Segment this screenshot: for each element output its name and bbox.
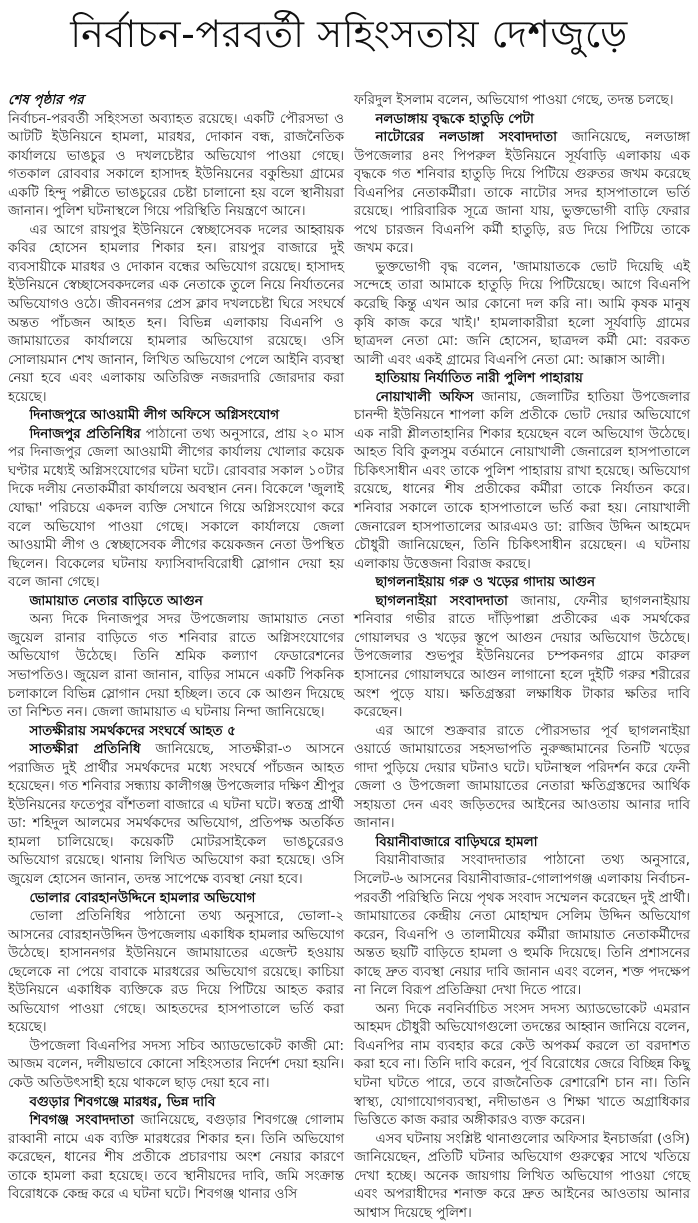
paragraph-text: অন্য দিকে নবনির্বাচিত সংসদ সদস্য অ্যাডভোকেট এমরান আহমদ চৌধুরী অভিযোগগুলো তদন্তের আহ্বান জানিয়ে বলেন, বিএনপির নাম ব্যবহার করে কেউ অপকর্ম করলে তা বরদাশত করা হবে না। তিনি দাবি করেন, পূর্ব বিরোধের জেরে বিচ্ছিন্ন কিছু ঘটনা ঘটতে পারে, তবে রাজনৈতিক রেশারেশি চান না। তিনি স্বাস্থ্য, যোগাযোগব্যবস্থা, নদীভাঙন ও শিক্ষা খাতে অগ্রাধিকার ভিত্তিতে কাজ করার অঙ্গীকারও ব্যক্ত করেন। <box>354 1001 690 1129</box>
paragraph <box>8 426 344 593</box>
paragraph <box>8 908 344 1038</box>
section-subheading: বিয়ানীবাজারে বাড়িঘরে হামলা <box>375 834 538 850</box>
column-right <box>354 92 690 1223</box>
paragraph-text: এসব ঘটনায় সংশ্লিষ্ট থানাগুলোর অফিসার ইনচার্জরা (ওসি) জানিয়েছেন, প্রতিটি ঘটনার অভিযোগ গুরুত্বের সাথে খতিয়ে দেখা হচ্ছে। অনেক জায়গায় লিখিত অভিযোগ পাওয়া গেছে এবং অপরাধীদের শনাক্ত করে দ্রুত আইনের আওতায় আনার আশ্বাস দিয়েছে পুলিশ। <box>354 1131 690 1221</box>
paragraph <box>354 259 690 370</box>
paragraph-text: ভুক্তভোগী বৃদ্ধ বলেন, 'জামায়াতকে ভোট দিয়েছি এই সন্দেহে তারা আমাকে হাতুড়ি দিয়ে পিটিয়েছে। আগে বিএনপি করেছি কিন্তু এখন আর কোনো দল করি না। আমি কৃষক মানুষ কৃষি কাজ করে খাই।' হামলাকারীরা হলো সূর্যবাড়ি গ্রামের ছাত্রদল নেতা মো: জনি হোসেন, ছাত্রদল কর্মী মো: বরকত আলী এবং একই গ্রামের বিএনপি নেতা মো: আক্কাস আলী। <box>354 259 690 368</box>
paragraph <box>8 1038 344 1094</box>
paragraph <box>8 222 344 407</box>
section-subheading: জামায়াত নেতার বাড়িতে আগুন <box>29 593 203 609</box>
paragraph <box>354 92 690 111</box>
paragraph-text: জানিয়েছে, নলডাঙ্গা উপজেলার ৪নং পিপরুল ইউনিয়নে সূর্যবাড়ি এলাকায় এক বৃদ্ধকে গত শনিবার হাতুড়ি দিয়ে পিটিয়ে গুরুতর জখম করেছে বিএনপির নেতাকর্মীরা। তাকে নাটোর সদর হাসপাতালে ভর্তি রয়েছে। পারিবারিক সূত্রে জানা যায়, ভুক্তভোগী বাড়ি ফেরার পথে চারজন বিএনপি কর্মী হাতুড়ি, রড দিয়ে পিটিয়ে তাকে জখম করে। <box>354 130 690 257</box>
paragraph <box>354 593 690 723</box>
paragraph-text: জানায়, জেলাটির হাতিয়া উপজেলার চানন্দী ইউনিয়নে শাপলা কলি প্রতীকে ভোট দেয়ার অভিযোগে এক নারী শ্লীলতাহানির শিকার হয়েছেন বলে অভিযোগ উঠেছে। আহত বিবি কুলসুম বর্তমানে নোয়াখালী জেনারেল হাসপাতালে চিকিৎসাধীন এবং তাকে পুলিশ পাহারায় রাখা হয়েছে। অভিযোগ রয়েছে, ধানের শীষ প্রতীকের কর্মীরা তাকে নির্যাতন করে। শনিবার সকালে তাকে হাসপাতালে ভর্তি করা হয়। নোয়াখালী জেনারেল হাসপাতালের আরএমও ডা: রাজিব উদ্দিন আহমেদ চৌধুরী জানিয়েছেন, তিনি চিকিৎসাধীন রয়েছেন। এ ঘটনায় এলাকায় উত্তেজনা বিরাজ করছে। <box>354 389 690 572</box>
paragraph-text: এর আগে রায়পুর ইউনিয়নে স্বেচ্ছাসেবক দলের আহ্বায়ক কবির হোসেন হামলার শিকার হন। রায়পুর বাজারে দুই ব্যবসায়ীকে মারধর ও দোকান বন্ধের অভিযোগ রয়েছে। হাসাদহ ইউনিয়নে স্বেচ্ছাসেবকদলের এক নেতাকে তুলে নিয়ে নির্যাতনের অভিযোগও ওঠে। জীবননগর প্রেস ক্লাব দখলচেষ্টা ঘিরে সংঘর্ষে অন্তত পাঁচজন আহত হন। বিভিন্ন এলাকায় বিএনপি ও জামায়াতের কার্যালয়ে হামলার অভিযোগ রয়েছে। ওসি সোলায়মান শেখ জানান, লিখিত অভিযোগ পেলে আইনি ব্যবস্থা নেয়া হবে এবং এলাকায় অতিরিক্ত নজরদারি জোরদার করা হয়েছে। <box>8 222 344 405</box>
column-left <box>8 92 344 1223</box>
paragraph <box>8 611 344 722</box>
paragraph-text: ফরিদুল ইসলাম বলেন, অভিযোগ পাওয়া গেছে, তদন্ত চলছে। <box>354 93 674 108</box>
article-body <box>8 92 690 1223</box>
section-subheading: ভোলার বোরহানউদ্দিনে হামলার অভিযোগ <box>29 890 256 906</box>
paragraph-text: অন্য দিকে দিনাজপুর সদর উপজেলায় জামায়াত নেতা জুয়েল রানার বাড়িতে গত শনিবার রাতে অগ্নিসংযোগের অভিযোগ উঠেছে। তিনি শ্রমিক কল্যাণ ফেডারেশনের সভাপতিও। জুয়েল রানা জানান, বাড়ির সামনে একটি পিকনিক চলাকালে বিভিন্ন স্লোগান দেয়া হচ্ছিল। তবে কে আগুন দিয়েছে তা নিশ্চিত নন। জেলা জামায়াত এ ঘটনায় নিন্দা জানিয়েছে। <box>8 612 344 721</box>
paragraph <box>354 852 690 1000</box>
paragraph-text: ভোলা প্রতিনিধির পাঠানো তথ্য অনুসারে, ভোলা-২ আসনের বোরহানউদ্দিন উপজেলায় একাধিক হামলার অভিযোগ উঠেছে। হাসাননগর ইউনিয়নে জামায়াতের এজেন্ট হওয়ায় ছেলেকে না পেয়ে বাবাকে মারধরের অভিযোগ রয়েছে। কাচিয়া ইউনিয়নে একাধিক ব্যক্তিকে রড দিয়ে পিটিয়ে আহত করার অভিযোগ পাওয়া গেছে। আহতদের হাসপাতালে ভর্তি করা হয়েছে। <box>8 909 344 1036</box>
paragraph-text: বিয়ানীবাজার সংবাদদাতার পাঠানো তথ্য অনুসারে, সিলেট-৬ আসনের বিয়ানীবাজার-গোলাপগঞ্জ এলাকায় নির্বাচন-পরবর্তী পরিস্থিতি নিয়ে পৃথক সংবাদ সম্মেলন করেছেন দুই প্রার্থী। জামায়াতের কেন্দ্রীয় নেতা মোহাম্মদ সেলিম উদ্দিন অভিযোগ করেন, বিএনপি ও তালামীযের কর্মীরা জামায়াত নেতাকর্মীদের অন্তত ছয়টি বাড়িতে হামলা ও হুমকি দিয়েছে। তিনি প্রশাসনের কাছে দ্রুত ব্যবস্থা নেয়ার দাবি জানান এবং বলেন, শক্ত পদক্ষেপ না নিলে বিরূপ প্রতিক্রিয়া দেখা দিতে পারে। <box>354 853 690 999</box>
paragraph <box>8 741 344 889</box>
dateline: দিনাজপুর প্রতিনিধির <box>29 426 141 442</box>
paragraph <box>354 389 690 574</box>
paragraph-text: জানিয়েছে, বগুড়ার শিবগঞ্জে গোলাম রাব্বানী নামে এক ব্যক্তি মারধরের শিকার হন। তিনি অভিযোগ করেছেন, ধানের শীষ প্রতীকে প্রচারণায় অংশ নেয়ার কারণে তাকে হামলা করা হয়েছে। তবে স্থানীয়দের দাবি, জমি সংক্রান্ত বিরোধকে কেন্দ্র করে এ ঘটনা ঘটে। শিবগঞ্জ থানার ওসি <box>8 1113 344 1203</box>
paragraph-text: পাঠানো তথ্য অনুসারে, প্রায় ২০ মাস পর দিনাজপুর জেলা আওয়ামী লীগের কার্যালয় খোলার কয়েক ঘণ্টার মধ্যেই অগ্নিসংযোগের ঘটনা ঘটে। রোববার সকাল ১০টার দিকে দলীয় নেতাকর্মীরা কার্যালয়ে অবস্থান নেন। বিকেলে 'জুলাই যোদ্ধা' পরিচয়ে একদল ব্যক্তি সেখানে গিয়ে অগ্নিসংযোগ করে বলে অভিযোগ পাওয়া গেছে। সকালে কার্যালয়ে জেলা আওয়ামী লীগ ও স্বেচ্ছাসেবক লীগের কয়েকজন নেতা উপস্থিত ছিলেন। বিকেলের ঘটনায় ফ্যাসিবাদবিরোধী স্লোগান দেয়া হয় বলে জানা গেছে। <box>8 426 344 591</box>
continued-from-label: শেষ পৃষ্ঠার পর <box>8 93 84 108</box>
headline: নির্বাচন-পরবর্তী সহিংসতায় দেশজুড়ে <box>70 12 628 56</box>
paragraph-text: উপজেলা বিএনপির সদস্য সচিব অ্যাডভোকেট কাজী মো: আজম বলেন, দলীয়ভাবে কোনো সহিংসতার নির্দেশ দেয়া হয়নি। কেউ অতিউৎসাহী হয়ে থাকলে ছাড় দেয়া হবে না। <box>8 1038 344 1091</box>
paragraph-text: এর আগে শুক্রবার রাতে পৌরসভার পূর্ব ছাগলনাইয়া ওয়ার্ডে জামায়াতের সহসভাপতি নুরুজ্জামানের তিনটি খড়ের গাদা পুড়িয়ে দেয়ার ঘটনাও ঘটে। ঘটনাস্থল পরিদর্শন করে ফেনী জেলা ও উপজেলা জামায়াতের নেতারা ক্ষতিগ্রস্তদের আর্থিক সহায়তা দেন এবং জড়িতদের আইনের আওতায় আনার দাবি জানান। <box>354 723 690 832</box>
paragraph <box>354 1131 690 1223</box>
paragraph <box>8 1112 344 1205</box>
paragraph <box>354 1001 690 1131</box>
paragraph <box>8 111 344 222</box>
section-subheading: সাতক্ষীরায় সমর্থকদের সংঘর্ষে আহত ৫ <box>29 723 236 739</box>
section-subheading: হাতিয়ায় নির্যাতিত নারী পুলিশ পাহারায় <box>375 371 583 387</box>
dateline: ছাগলনাইয়া সংবাদদাতা <box>375 593 508 609</box>
section-subheading: বগুড়ার শিবগঞ্জে মারধর, ভিন্ন দাবি <box>29 1094 216 1110</box>
dateline: শিবগঞ্জ সংবাদদাতা <box>29 1113 134 1129</box>
paragraph-text: নির্বাচন-পরবর্তী সহিংসতা অব্যাহত রয়েছে। একটি পৌরসভা ও আটটি ইউনিয়নে হামলা, মারধর, দোকান বন্ধ, রাজনৈতিক কার্যালয়ে ভাঙচুর ও দখলচেষ্টার অভিযোগ পাওয়া গেছে। গতকাল রোববার সকালে হাসাদহ ইউনিয়নের বকুন্ডিয়া গ্রামের একটি হিন্দু পল্লীতে ভাঙচুরের চেষ্টা চালানো হয় বলে স্থানীয়রা জানান। পুলিশ ঘটনাস্থলে গিয়ে পরিস্থিতি নিয়ন্ত্রণে আনে। <box>8 111 344 220</box>
dateline: নোয়াখালী অফিস <box>375 389 474 405</box>
dateline: সাতক্ষীরা প্রতিনিধি <box>29 742 141 758</box>
section-subheading: দিনাজপুরে আওয়ামী লীগ অফিসে অগ্নিসংযোগ <box>29 408 280 424</box>
paragraph <box>354 129 690 259</box>
paragraph-text: জানিয়েছে, সাতক্ষীরা-৩ আসনে পরাজিত দুই প্রার্থীর সমর্থকদের মধ্যে সংঘর্ষে পাঁচজন আহত হয়েছেন। গত শনিবার সন্ধ্যায় কালীগঞ্জ উপজেলার দক্ষিণ শ্রীপুর ইউনিয়নের ফতেপুর বাঁশতলা বাজারে এ ঘটনা ঘটে। স্বতন্ত্র প্রার্থী ডা: শহিদুল আলমের সমর্থকদের অভিযোগ, প্রতিপক্ষ অতর্কিত হামলা চালিয়েছে। কয়েকটি মোটরসাইকেল ভাঙচুরেরও অভিযোগ রয়েছে। থানায় লিখিত অভিযোগ করা হয়েছে। ওসি জুয়েল হোসেন জানান, তদন্ত সাপেক্ষে ব্যবস্থা নেয়া হবে। <box>8 742 345 887</box>
section-subheading: ছাগলনাইয়ায় গরু ও খড়ের গাদায় আগুন <box>375 575 595 591</box>
dateline: নাটোরের নলডাঙ্গা সংবাদদাতা <box>375 130 557 146</box>
paragraph-text: জানায়, ফেনীর ছাগলনাইয়ায় শনিবার গভীর রাতে দাঁড়িপাল্লা প্রতীকের এক সমর্থকের গোয়ালঘর ও খড়ের স্তূপে আগুন দেয়ার অভিযোগ উঠেছে। উপজেলার শুভপুর ইউনিয়নের চম্পকনগর গ্রামে কারুল হাসানের গোয়ালঘরে আগুন লাগানো হলে দুইটি গরুর শরীরের অংশ পুড়ে যায়। ক্ষতিগ্রস্তরা লক্ষাধিক টাকার ক্ষতির দাবি করেছেন। <box>354 593 690 721</box>
section-subheading: নলডাঙ্গায় বৃদ্ধকে হাতুড়ি পেটা <box>375 111 534 127</box>
paragraph <box>354 723 690 834</box>
